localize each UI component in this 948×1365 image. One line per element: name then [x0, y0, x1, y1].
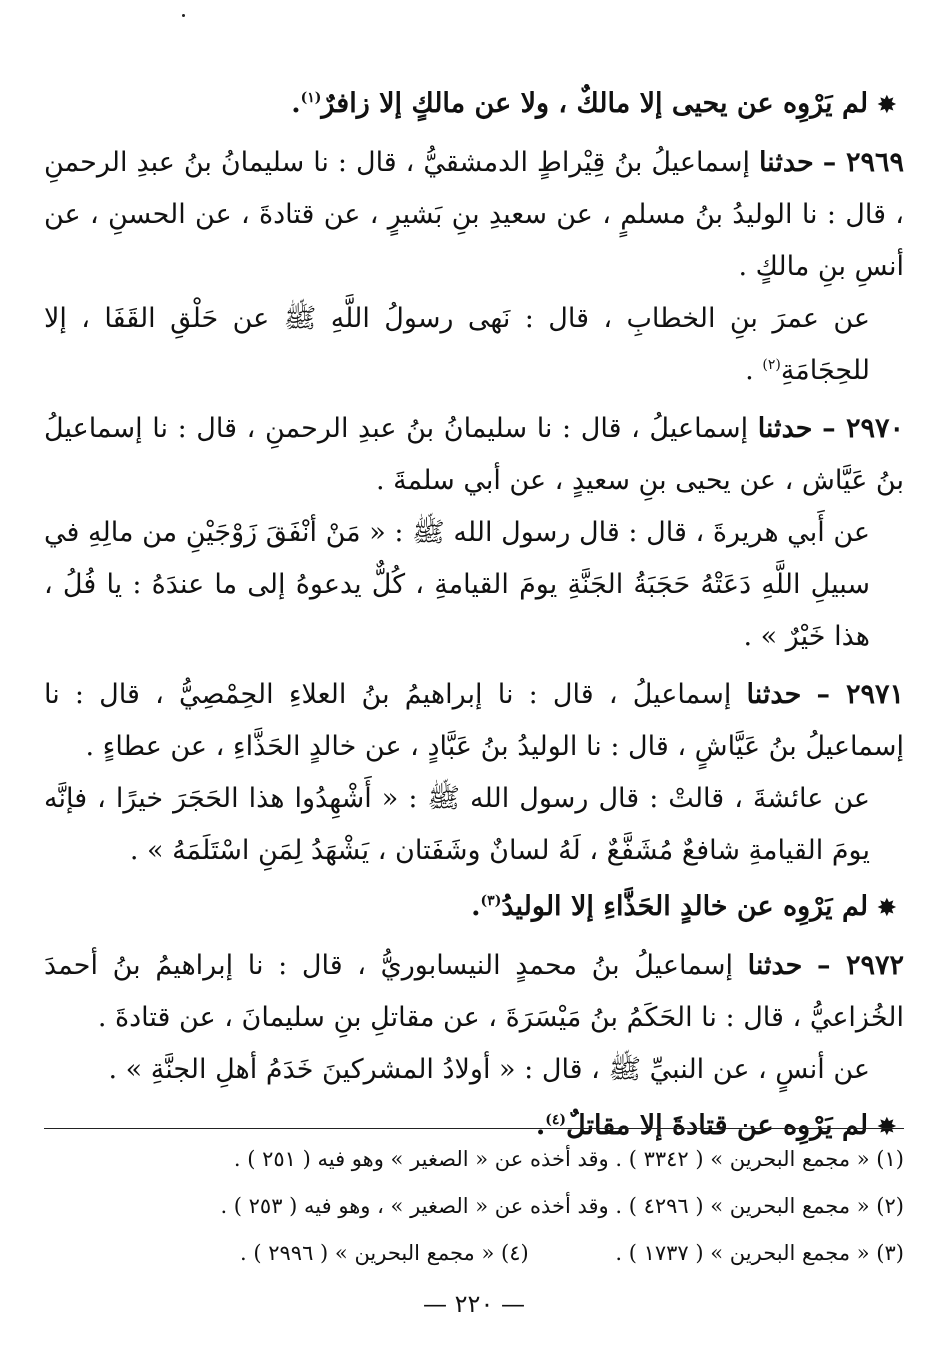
footnote-4: (٤) « مجمع البحرين » ( ٢٩٩٦ ) . — [240, 1241, 529, 1265]
main-text — [44, 74, 904, 1157]
hadith-head-word: حدثنا — [746, 679, 802, 710]
hadith-number: ٢٩٧١ – — [816, 679, 904, 710]
footnote-row-3-4 — [44, 1230, 904, 1277]
star-icon: ✸ — [877, 1114, 896, 1140]
scan-speck — [182, 14, 185, 17]
footnote-1: (١) « مجمع البحرين » ( ٣٣٤٢ ) . وقد أخذه عن « الصغير » وهو فيه ( ٢٥١ ) . — [233, 1147, 904, 1171]
star-icon: ✸ — [877, 92, 896, 118]
hadith-head-word: حدثنا — [747, 950, 803, 981]
hadith-number: ٢٩٧٢ – — [817, 950, 904, 981]
hadith-head-word: حدثنا — [757, 413, 813, 444]
footnotes — [44, 1136, 904, 1277]
footnote-3: (٣) « مجمع البحرين » ( ١٧٣٧ ) . — [615, 1241, 904, 1265]
footnote-2: (٢) « مجمع البحرين » ( ٤٢٩٦ ) . وقد أخذه عن « الصغير » ، وهو فيه ( ٢٥٣ ) . — [220, 1194, 904, 1218]
hadith-2971-chain: ٢٩٧١ – حدثنا إسماعيلُ ، قال : نا إبراهيمُ بنُ العلاءِ الحِمْصِيُّ ، قال : نا إسماعيلُ بنُ عَيَّاشٍ ، قال : نا الوليدُ بنُ عَبَّادٍ ، عن خالدٍ الحَذَّاءِ ، عن عطاءٍ . — [44, 679, 904, 762]
narration-note: ✸ لم يَرْوِه عن يحيى إلا مالكٌ ، ولا عن مالكٍ إلا زافرٌ$^{(١)}$. — [291, 88, 896, 119]
hadith-2972-chain: ٢٩٧٢ – حدثنا إسماعيلُ بنُ محمدٍ النيسابوريُّ ، قال : نا إبراهيمُ بنُ أحمدَ الخُزاعيُّ ، قال : نا الحَكَمُ بنُ مَيْسَرَةَ ، عن مقاتلِ بنِ سليمانَ ، عن قتادةَ . — [44, 950, 904, 1033]
hadith-2971-matn: عن عائشةَ ، قالتْ : قال رسول الله ﷺ : « أَشْهِدُوا هذا الحَجَرَ خيرًا ، فإنَّه يومَ القيامةِ شافعٌ مُشَفَّعٌ ، لَهُ لسانٌ وشَفَتان ، يَشْهَدُ لِمَنِ اسْتَلَمَهُ » . — [44, 783, 870, 866]
hadith-2970-chain: ٢٩٧٠ – حدثنا إسماعيلُ ، قال : نا سليمانُ بنُ عبدِ الرحمنِ ، قال : نا إسماعيلُ بنُ عَيَّاش ، عن يحيى بنِ سعيدٍ ، عن أبي سلمةَ . — [44, 413, 904, 496]
hadith-2972-matn: عن أنسٍ ، عن النبيِّ ﷺ ، قال : « أولادُ المشركينَ خَدَمُ أهلِ الجنَّةِ » . — [108, 1054, 870, 1085]
hadith-number: ٢٩٦٩ – — [822, 147, 904, 178]
footnote-separator — [44, 1128, 904, 1129]
star-icon: ✸ — [877, 895, 896, 921]
page-number: — ٢٢٠ — — [423, 1290, 525, 1318]
hadith-2969-matn: عن عمرَ بنِ الخطابِ ، قال : نَهى رسولُ اللَّهِ ﷺ عن حَلْقِ القَفَا ، إلا للحِجَامَةِ$^{(٢)}$ . — [44, 303, 870, 386]
hadith-number: ٢٩٧٠ – — [822, 413, 904, 444]
hadith-head-word: حدثنا — [758, 147, 814, 178]
narration-note: ✸ لم يَرْوِه عن قتادةَ إلا مقاتلٌ$^{(٤)}$. — [535, 1110, 896, 1141]
hadith-2970-matn: عن أَبي هريرةَ ، قال : قال رسول الله ﷺ : « مَنْ أنْفَقَ زَوْجَيْنِ من مالِهِ في سبيلِ اللَّهِ دَعَتْهُ حَجَبَةُ الجَنَّةِ يومَ القيامةِ ، كُلٌّ يدعوهُ إلى ما عندَهُ : يا فُلُ ، هذا خَيْرٌ » . — [44, 517, 870, 652]
hadith-2969-chain: ٢٩٦٩ – حدثنا إسماعيلُ بنُ قِيْراطٍ الدمشقيُّ ، قال : نا سليمانُ بنُ عبدِ الرحمنِ ، قال : نا الوليدُ بنُ مسلمٍ ، عن سعيدِ بنِ بَشيرٍ ، عن قتادةَ ، عن الحسنِ ، عن أنسِ بنِ مالكٍ . — [44, 147, 904, 282]
narration-note: ✸ لم يَرْوِه عن خالدٍ الحَذَّاءِ إلا الوليدُ$^{(٣)}$. — [471, 891, 896, 922]
